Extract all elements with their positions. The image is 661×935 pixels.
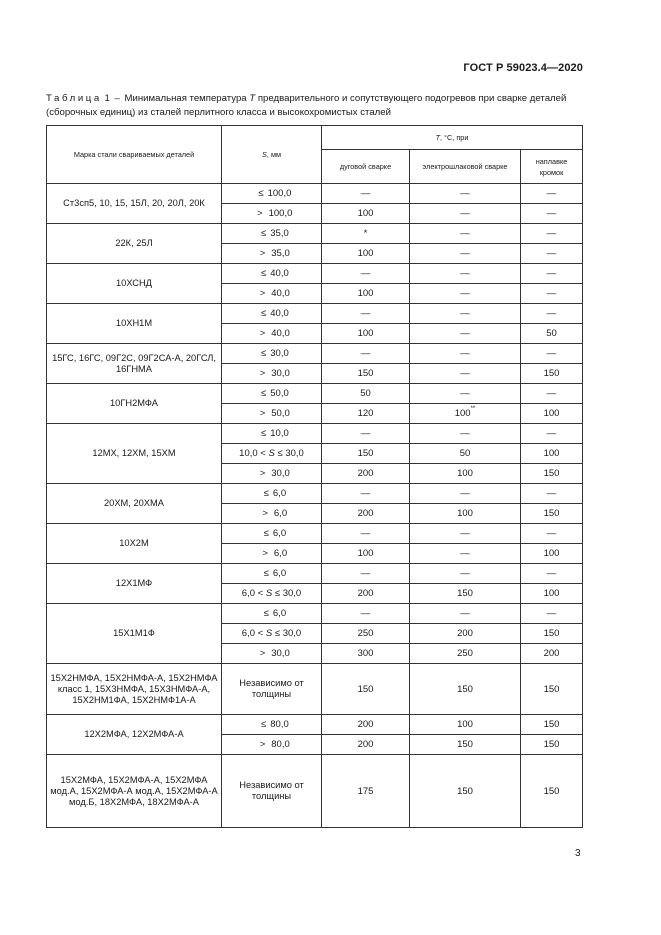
thickness-cell: [222, 184, 322, 204]
table-row: [47, 264, 583, 284]
steel-grade-cell: 15Х2НМФА, 15Х2НМФА-А, 15Х2НМФА класс 1, 15Х3НМФА, 15Х3НМФА-А, 15Х2НМ1ФА, 15Х2НМФ1А-А: [47, 664, 222, 715]
table-row: [47, 424, 583, 444]
arc-welding-cell: —: [322, 564, 410, 584]
electroslag-welding-cell: [410, 304, 521, 324]
steel-grade-cell: 10ХН1М: [47, 304, 222, 344]
electroslag-value: —: [460, 308, 470, 319]
thickness-cell: [222, 604, 322, 624]
edge-cladding-cell: 100: [521, 544, 583, 564]
arc-welding-cell: 200: [322, 735, 410, 755]
edge-cladding-cell: —: [521, 604, 583, 624]
thickness-cell: [222, 244, 322, 264]
thickness-operator: ≤: [261, 228, 267, 239]
electroslag-welding-cell: [410, 184, 521, 204]
thickness-operator: >: [262, 508, 268, 519]
thickness-value: 50,0: [270, 388, 289, 399]
arc-welding-cell: 100: [322, 544, 410, 564]
edge-cladding-cell: 150: [521, 364, 583, 384]
table-row: [47, 224, 583, 244]
electroslag-welding-cell: [410, 244, 521, 264]
thickness-high: 30,0: [282, 628, 302, 639]
edge-cladding-cell: 150: [521, 735, 583, 755]
thickness-value: 80,0: [271, 739, 290, 750]
electroslag-welding-cell: [410, 584, 521, 604]
thickness-low: 6,0: [241, 628, 256, 639]
thickness-cell: [222, 644, 322, 664]
thickness-cell: [222, 715, 322, 735]
electroslag-welding-cell: [410, 384, 521, 404]
thickness-operator: ≤: [258, 188, 264, 199]
thickness-cell: [222, 564, 322, 584]
electroslag-welding-cell: [410, 324, 521, 344]
temperature-table: [46, 125, 583, 828]
thickness-value: 6,0: [273, 508, 288, 519]
thickness-cell: Независимо от толщины: [222, 755, 322, 828]
arc-welding-cell: —: [322, 424, 410, 444]
thickness-cell: Независимо от толщины: [222, 664, 322, 715]
thickness-cell: [222, 544, 322, 564]
arc-welding-cell: 150: [322, 364, 410, 384]
arc-welding-cell: 100: [322, 244, 410, 264]
table-row: [47, 484, 583, 504]
edge-cladding-cell: 150: [521, 664, 583, 715]
electroslag-value: 100: [457, 508, 473, 519]
electroslag-value: —: [460, 188, 470, 199]
arc-welding-cell: 100: [322, 204, 410, 224]
thickness-cell: [222, 484, 322, 504]
page-number: 3: [575, 848, 581, 859]
table-body: [47, 184, 583, 828]
thickness-value: 40,0: [270, 268, 289, 279]
thickness-operator: ≤: [261, 719, 267, 730]
thickness-symbol: S: [265, 588, 273, 599]
arc-welding-cell: 100: [322, 324, 410, 344]
arc-welding-cell: 100: [322, 284, 410, 304]
thickness-operator: ≤: [263, 528, 269, 539]
thickness-operator: >: [259, 739, 266, 750]
thickness-cell: [222, 735, 322, 755]
thickness-value: 6,0: [273, 548, 288, 559]
table-row: [47, 715, 583, 735]
edge-cladding-cell: 200: [521, 644, 583, 664]
thickness-value: 10,0: [270, 428, 289, 439]
arc-welding-cell: —: [322, 304, 410, 324]
thickness-symbol: S: [265, 628, 273, 639]
thickness-operator: ≤: [263, 568, 269, 579]
thickness-value: 35,0: [270, 228, 289, 239]
edge-cladding-cell: —: [521, 284, 583, 304]
thickness-cell: [222, 624, 322, 644]
thickness-op-le: ≤: [277, 448, 283, 459]
thickness-operator: >: [262, 548, 268, 559]
electroslag-value: —: [460, 548, 470, 559]
header-thickness-symbol: S: [262, 150, 267, 159]
thickness-low: 10,0: [239, 448, 258, 459]
electroslag-welding-cell: [410, 484, 521, 504]
header-temperature: [322, 126, 583, 150]
edge-cladding-cell: —: [521, 184, 583, 204]
electroslag-welding-cell: [410, 644, 521, 664]
thickness-value: 6,0: [272, 568, 287, 579]
electroslag-welding-cell: [410, 224, 521, 244]
electroslag-welding-cell: [410, 664, 521, 715]
edge-cladding-cell: 150: [521, 464, 583, 484]
steel-grade-cell: 22К, 25Л: [47, 224, 222, 264]
edge-cladding-cell: —: [521, 244, 583, 264]
electroslag-value: —: [460, 428, 470, 439]
thickness-operator: ≤: [261, 428, 267, 439]
electroslag-welding-cell: [410, 604, 521, 624]
thickness-operator: ≤: [261, 268, 267, 279]
electroslag-value: 100: [457, 468, 473, 479]
header-arc-welding: дуговой сварке: [322, 150, 410, 184]
arc-welding-cell: 175: [322, 755, 410, 828]
thickness-operator: >: [259, 468, 266, 479]
electroslag-welding-cell: [410, 624, 521, 644]
thickness-value: 30,0: [271, 648, 290, 659]
table-row: [47, 604, 583, 624]
thickness-cell: [222, 284, 322, 304]
arc-welding-cell: 50: [322, 384, 410, 404]
edge-cladding-cell: 50: [521, 324, 583, 344]
footnote-mark: **: [470, 405, 476, 412]
caption-label: Таблица: [46, 93, 102, 104]
thickness-value: 30,0: [271, 368, 290, 379]
thickness-value: 100,0: [268, 208, 293, 219]
electroslag-welding-cell: [410, 264, 521, 284]
thickness-operator: ≤: [261, 308, 267, 319]
electroslag-welding-cell: [410, 564, 521, 584]
thickness-operator: ≤: [263, 488, 269, 499]
arc-welding-cell: 250: [322, 624, 410, 644]
thickness-operator: >: [259, 408, 266, 419]
thickness-value: 6,0: [272, 608, 287, 619]
thickness-cell: [222, 364, 322, 384]
edge-cladding-cell: —: [521, 484, 583, 504]
table-caption: [46, 92, 591, 120]
table-row: [47, 344, 583, 364]
thickness-op-le: ≤: [274, 588, 281, 599]
thickness-operator: >: [257, 208, 263, 219]
thickness-operator: ≤: [261, 388, 267, 399]
thickness-symbol: S: [268, 448, 275, 459]
electroslag-value: 150: [457, 588, 473, 599]
thickness-cell: [222, 304, 322, 324]
electroslag-value: 250: [457, 648, 473, 659]
caption-number: 1: [104, 93, 110, 104]
electroslag-welding-cell: [410, 464, 521, 484]
table-row: [47, 384, 583, 404]
document-code: ГОСТ Р 59023.4—2020: [463, 62, 583, 74]
thickness-value: 35,0: [271, 248, 290, 259]
electroslag-value: —: [460, 568, 470, 579]
electroslag-value: —: [460, 288, 470, 299]
thickness-op-lt: <: [260, 448, 266, 459]
electroslag-value: 150: [457, 739, 473, 750]
thickness-cell: [222, 264, 322, 284]
electroslag-welding-cell: [410, 364, 521, 384]
edge-cladding-cell: 150: [521, 755, 583, 828]
thickness-op-lt: <: [257, 588, 264, 599]
table-row: [47, 564, 583, 584]
edge-cladding-cell: 100: [521, 444, 583, 464]
thickness-value: 6,0: [272, 488, 287, 499]
thickness-cell: [222, 344, 322, 364]
edge-cladding-cell: —: [521, 204, 583, 224]
electroslag-welding-cell: [410, 755, 521, 828]
table-row: [47, 664, 583, 715]
steel-grade-cell: 12МХ, 12ХМ, 15ХМ: [47, 424, 222, 484]
arc-welding-cell: 150: [322, 444, 410, 464]
thickness-operator: >: [259, 288, 266, 299]
thickness-cell: [222, 224, 322, 244]
steel-grade-cell: 10ГН2МФА: [47, 384, 222, 424]
electroslag-welding-cell: [410, 544, 521, 564]
thickness-operator: >: [259, 648, 266, 659]
electroslag-welding-cell: [410, 424, 521, 444]
thickness-high: 30,0: [285, 448, 304, 459]
electroslag-value: —: [460, 528, 470, 539]
header-temperature-symbol: T: [435, 133, 441, 142]
electroslag-value: —: [460, 388, 470, 399]
thickness-value: 30,0: [270, 348, 289, 359]
edge-cladding-cell: —: [521, 424, 583, 444]
edge-cladding-cell: 150: [521, 504, 583, 524]
thickness-value: 40,0: [271, 328, 290, 339]
table-row: [47, 524, 583, 544]
thickness-value: 40,0: [270, 308, 289, 319]
electroslag-value: 150: [457, 785, 473, 797]
thickness-cell: [222, 584, 322, 604]
thickness-value: 30,0: [271, 468, 290, 479]
steel-grade-cell: 10ХСНД: [47, 264, 222, 304]
arc-welding-cell: —: [322, 604, 410, 624]
thickness-low: 6,0: [241, 588, 256, 599]
edge-cladding-cell: —: [521, 564, 583, 584]
electroslag-value: 200: [457, 628, 473, 639]
caption-dash: –: [114, 93, 120, 104]
electroslag-value: 100: [454, 408, 471, 419]
thickness-cell: [222, 464, 322, 484]
electroslag-welding-cell: [410, 344, 521, 364]
electroslag-value: 100: [457, 719, 473, 730]
arc-welding-cell: 120: [322, 404, 410, 424]
edge-cladding-cell: —: [521, 264, 583, 284]
edge-cladding-cell: 150: [521, 715, 583, 735]
thickness-value: 80,0: [270, 719, 289, 730]
steel-grade-cell: Ст3сп5, 10, 15, 15Л, 20, 20Л, 20К: [47, 184, 222, 224]
thickness-value: 100,0: [267, 188, 292, 199]
thickness-cell: [222, 404, 322, 424]
table-row: [47, 184, 583, 204]
electroslag-welding-cell: [410, 444, 521, 464]
electroslag-value: —: [460, 248, 470, 259]
thickness-operator: >: [259, 248, 266, 259]
thickness-cell: [222, 504, 322, 524]
electroslag-value: —: [460, 368, 470, 379]
arc-welding-cell: —: [322, 344, 410, 364]
thickness-op-lt: <: [257, 628, 264, 639]
thickness-op-le: ≤: [274, 628, 281, 639]
steel-grade-cell: 10Х2М: [47, 524, 222, 564]
header-temperature-unit: , °C, при: [440, 133, 469, 142]
arc-welding-cell: —: [322, 184, 410, 204]
electroslag-value: —: [460, 208, 470, 219]
thickness-operator: >: [259, 328, 266, 339]
header-steel-grade: Марка стали свариваемых деталей: [47, 126, 222, 184]
thickness-value: 40,0: [271, 288, 290, 299]
electroslag-value: —: [460, 328, 470, 339]
steel-grade-cell: 20ХМ, 20ХМА: [47, 484, 222, 524]
thickness-high: 30,0: [282, 588, 302, 599]
thickness-cell: [222, 384, 322, 404]
electroslag-value: —: [460, 608, 470, 619]
thickness-operator: >: [259, 368, 266, 379]
edge-cladding-cell: —: [521, 304, 583, 324]
electroslag-welding-cell: [410, 404, 521, 424]
caption-text-end: предварительного и сопутствующего подогревов при сварке деталей (сборочных единиц) из сталей перлитного класса и высокохромистых сталей: [46, 93, 567, 118]
electroslag-value: 50: [459, 448, 471, 459]
thickness-cell: [222, 444, 322, 464]
arc-welding-cell: —: [322, 484, 410, 504]
arc-welding-cell: 200: [322, 504, 410, 524]
electroslag-welding-cell: [410, 504, 521, 524]
electroslag-welding-cell: [410, 204, 521, 224]
electroslag-welding-cell: [410, 715, 521, 735]
thickness-value: 50,0: [271, 408, 290, 419]
edge-cladding-cell: —: [521, 224, 583, 244]
thickness-operator: ≤: [263, 608, 269, 619]
arc-welding-cell: 150: [322, 664, 410, 715]
edge-cladding-cell: 100: [521, 404, 583, 424]
caption-symbol: T: [249, 93, 256, 104]
arc-welding-cell: —: [322, 264, 410, 284]
header-thickness: [222, 126, 322, 184]
electroslag-value: —: [460, 348, 470, 359]
table-row: [47, 755, 583, 828]
arc-welding-cell: 200: [322, 464, 410, 484]
electroslag-welding-cell: [410, 284, 521, 304]
edge-cladding-cell: 100: [521, 584, 583, 604]
electroslag-value: —: [460, 228, 470, 239]
electroslag-value: 150: [457, 683, 473, 695]
header-thickness-unit: , мм: [266, 150, 281, 159]
steel-grade-cell: 12Х2МФА, 12Х2МФА-А: [47, 715, 222, 755]
thickness-cell: [222, 204, 322, 224]
thickness-cell: [222, 324, 322, 344]
caption-text-start: Минимальная температура: [124, 93, 247, 104]
steel-grade-cell: 15ГС, 16ГС, 09Г2С, 09Г2СА-А, 20ГСЛ, 16ГНМА: [47, 344, 222, 384]
header-edge-cladding: наплавке кромок: [521, 150, 583, 184]
header-electroslag-welding: электрошлаковой сварке: [410, 150, 521, 184]
thickness-operator: ≤: [261, 348, 267, 359]
steel-grade-cell: 12Х1МФ: [47, 564, 222, 604]
arc-welding-cell: 200: [322, 715, 410, 735]
arc-welding-cell: *: [322, 224, 410, 244]
edge-cladding-cell: —: [521, 344, 583, 364]
arc-welding-cell: —: [322, 524, 410, 544]
electroslag-welding-cell: [410, 735, 521, 755]
edge-cladding-cell: 150: [521, 624, 583, 644]
steel-grade-cell: 15Х2МФА, 15Х2МФА-А, 15Х2МФА мод.А, 15Х2МФА-А мод.А, 15Х2МФА-А мод.Б, 18Х2МФА, 18Х2МФА-А: [47, 755, 222, 828]
edge-cladding-cell: —: [521, 384, 583, 404]
arc-welding-cell: 200: [322, 584, 410, 604]
thickness-cell: [222, 524, 322, 544]
table-row: [47, 304, 583, 324]
edge-cladding-cell: —: [521, 524, 583, 544]
thickness-cell: [222, 424, 322, 444]
electroslag-value: —: [460, 488, 470, 499]
thickness-value: 6,0: [272, 528, 287, 539]
steel-grade-cell: 15Х1М1Ф: [47, 604, 222, 664]
arc-welding-cell: 300: [322, 644, 410, 664]
electroslag-welding-cell: [410, 524, 521, 544]
electroslag-value: —: [460, 268, 470, 279]
